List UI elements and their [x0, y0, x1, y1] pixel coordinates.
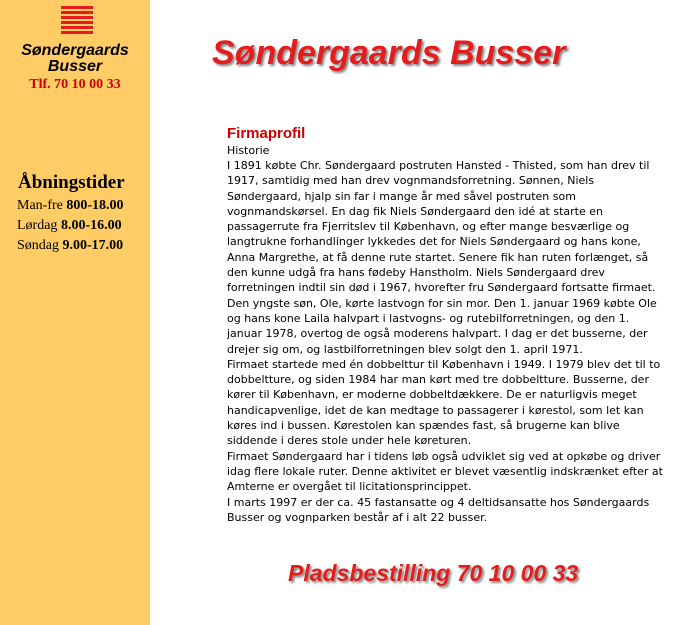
booking-banner: Pladsbestilling 70 10 00 33 [288, 560, 579, 586]
logo-phone: Tlf. 70 10 00 33 [29, 77, 121, 92]
history-paragraph: Firmaet Søndergaard har i tidens løb også udviklet sig ved at opkøbe og driver idag flere lokale ruter. Denne aktivitet er blevet væsentlig indskrænket efter at Amterne er overgået til licitationsprincippet. [227, 449, 663, 494]
history-paragraph: Firmaet startede med én dobbelttur til København i 1949. I 1979 blev det til to dobbeltture, og siden 1984 har man kørt med tre dobbeltture. Busserne, der kører til København, er moderne dobbeltdækkere. De er naturligvis meget handicapvenlige, idet de kan medtage to passagerer i kørestol, som let kan køres ind i bussen. Kørestolen kan spændes fast, så brugerne kan blive siddende i deres stole under hele køreturen. [227, 357, 661, 448]
history-paragraph: I 1891 købte Chr. Søndergaard postruten Hansted - Thisted, som han drev til 1917, samtidig med han drev vognmandsforretning. Sønnen, Niels Søndergaard, hjalp sin far i mange år med såvel postruten som vognmandskørsel. En dag fik Niels Søndergaard den idé at starte en passagerrute fra Fjerritslev til København, og efter mange besværlige og langtrukne forhandlinger lykkedes det for Niels Søndergaard og hans kone, Anna Margrethe, at få denne rute startet. Senere fik han ruten forlænget, så den kunne udgå fra hans fødeby Hanstholm. Niels Søndergaard drev forretningen indtil sin død i 1967, hvorefter fru Søndergaard fortsatte firmaet. Den yngste søn, Ole, kørte lastvogn for sin mor. Den 1. januar 1969 købte Ole og hans kone Laila halvpart i lastvogns- og rutebilforretningen, og den 1. januar 1978, overtog de også moderens halvpart. I dag er det busserne, der drejer sig om, og lastbilforretningen blev solgt den 1. april 1971. [227, 159, 657, 356]
hours-time: 9.00-17.00 [62, 238, 124, 253]
section-subtitle: Historie [227, 144, 270, 157]
sidebar [0, 0, 150, 625]
opening-hours-row [17, 198, 124, 214]
hours-time: 800-18.00 [66, 198, 124, 213]
stripes-logo-icon[interactable] [61, 6, 93, 35]
hours-time: 8.00-16.00 [60, 218, 122, 233]
site-title: Søndergaards Busser [212, 34, 566, 72]
hours-day: Søndag [17, 238, 59, 253]
history-paragraph: I marts 1997 er der ca. 45 fastansatte og 4 deltidsansatte hos Søndergaards Busser og vognparken består af i alt 22 busser. [227, 495, 650, 524]
hours-day: Lørdag [17, 218, 58, 233]
main-content [227, 125, 667, 525]
logo-line1[interactable]: Søndergaards [21, 42, 129, 59]
opening-hours-title: Åbningstider [18, 172, 125, 193]
section-title: Firmaprofil [227, 125, 306, 142]
hours-day: Man-fre [17, 198, 63, 213]
opening-hours-row [17, 238, 123, 254]
logo-line2[interactable]: Busser [47, 58, 103, 75]
opening-hours-row [17, 218, 122, 234]
